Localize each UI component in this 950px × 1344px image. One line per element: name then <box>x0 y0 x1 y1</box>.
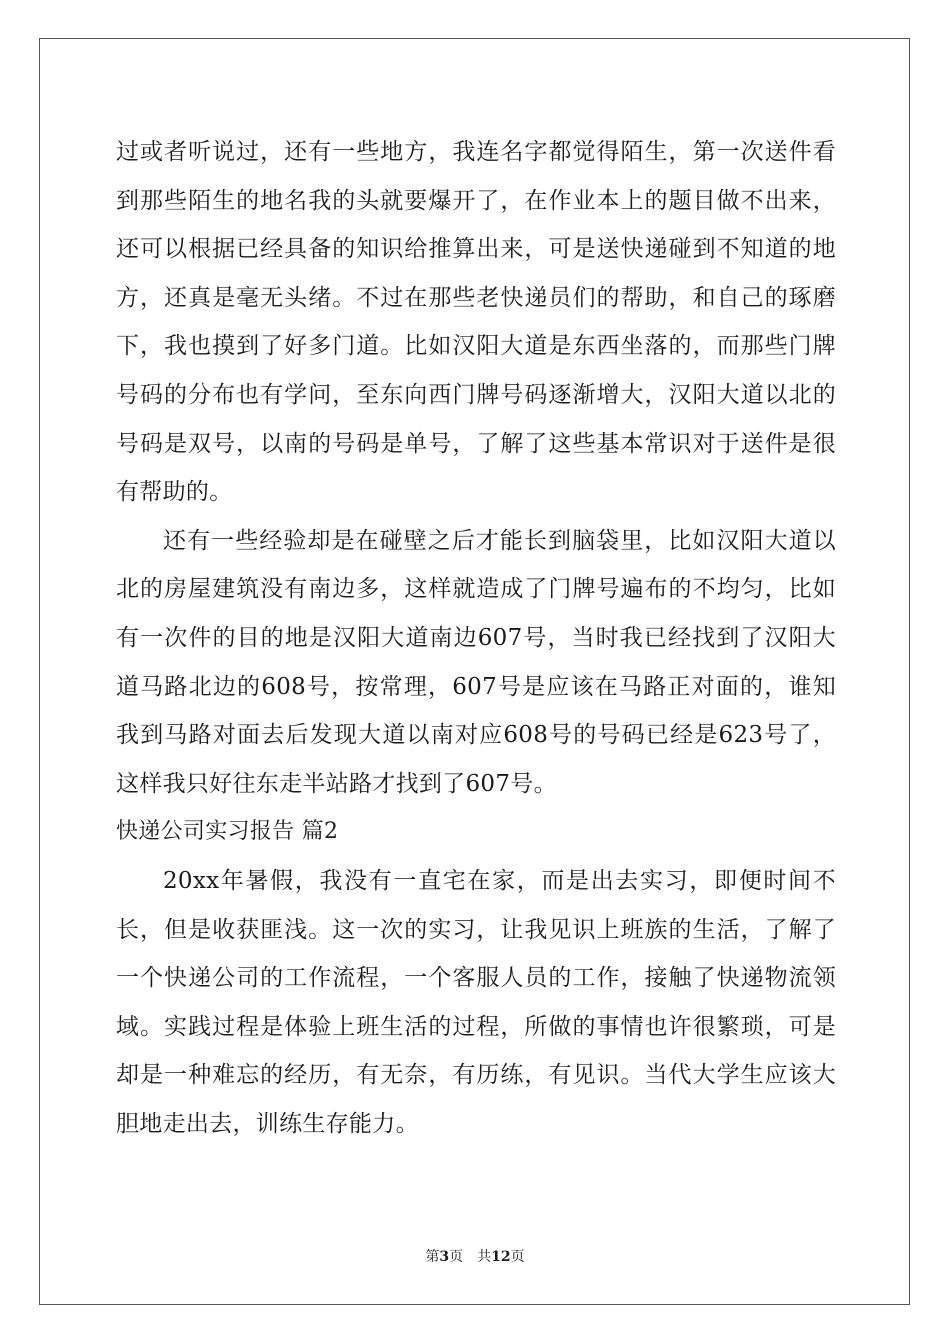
text-line: 20xx年暑假，我没有一直宅在家，而是出去实习，即便时间不 <box>163 867 836 894</box>
footer-page-suffix: 页 <box>449 1249 464 1265</box>
text-line: 胆地走出去，训练生存能力。 <box>116 1110 419 1137</box>
text-line: 这样我只好往东走半站路才找到了607号。 <box>116 770 557 797</box>
text-line: 域。实践过程是体验上班生活的过程，所做的事情也许很繁琐，可是 <box>116 1013 836 1040</box>
text-line: 到那些陌生的地名我的头就要爆开了，在作业本上的题目做不出来， <box>116 187 836 214</box>
footer-total-suffix: 页 <box>510 1249 525 1265</box>
text-line: 下，我也摸到了好多门道。比如汉阳大道是东西坐落的，而那些门牌 <box>116 333 836 360</box>
text-line: 有帮助的。 <box>116 479 233 506</box>
text-line: 过或者听说过，还有一些地方，我连名字都觉得陌生，第一次送件看 <box>116 139 836 165</box>
section-heading: 快递公司实习报告 篇2 <box>116 819 339 845</box>
text-line: 我到马路对面去后发现大道以南对应608号的号码已经是623号了， <box>116 722 836 749</box>
text-line: 有一次件的目的地是汉阳大道南边607号，当时我已经找到了汉阳大 <box>116 624 836 651</box>
document-body <box>116 128 836 1148</box>
text-line: 北的房屋建筑没有南边多，这样就造成了门牌号遍布的不均匀，比如 <box>116 576 836 603</box>
text-line: 长，但是收获匪浅。这一次的实习，让我见识上班族的生活，了解了 <box>116 916 836 943</box>
footer-total-prefix: 共 <box>477 1249 492 1265</box>
text-line: 还有一些经验却是在碰壁之后才能长到脑袋里，比如汉阳大道以 <box>163 527 836 554</box>
text-line: 一个快递公司的工作流程，一个客服人员的工作，接触了快递物流领 <box>116 965 836 992</box>
text-line: 号码是双号，以南的号码是单号，了解了这些基本常识对于送件是很 <box>116 430 836 457</box>
footer-page-number: 3 <box>439 1249 450 1265</box>
text-line: 却是一种难忘的经历，有无奈，有历练，有见识。当代大学生应该大 <box>116 1062 836 1089</box>
text-line: 号码的分布也有学问，至东向西门牌号码逐渐增大，汉阳大道以北的 <box>116 381 836 408</box>
text-line: 还可以根据已经具备的知识给推算出来，可是送快递碰到不知道的地 <box>116 236 836 263</box>
text-line: 道马路北边的608号，按常理，607号是应该在马路正对面的，谁知 <box>116 673 836 700</box>
page-footer <box>0 1247 950 1267</box>
footer-total-number: 12 <box>491 1249 511 1265</box>
text-line: 方，还真是毫无头绪。不过在那些老快递员们的帮助，和自己的琢磨 <box>116 284 836 311</box>
footer-page-prefix: 第 <box>425 1249 440 1265</box>
